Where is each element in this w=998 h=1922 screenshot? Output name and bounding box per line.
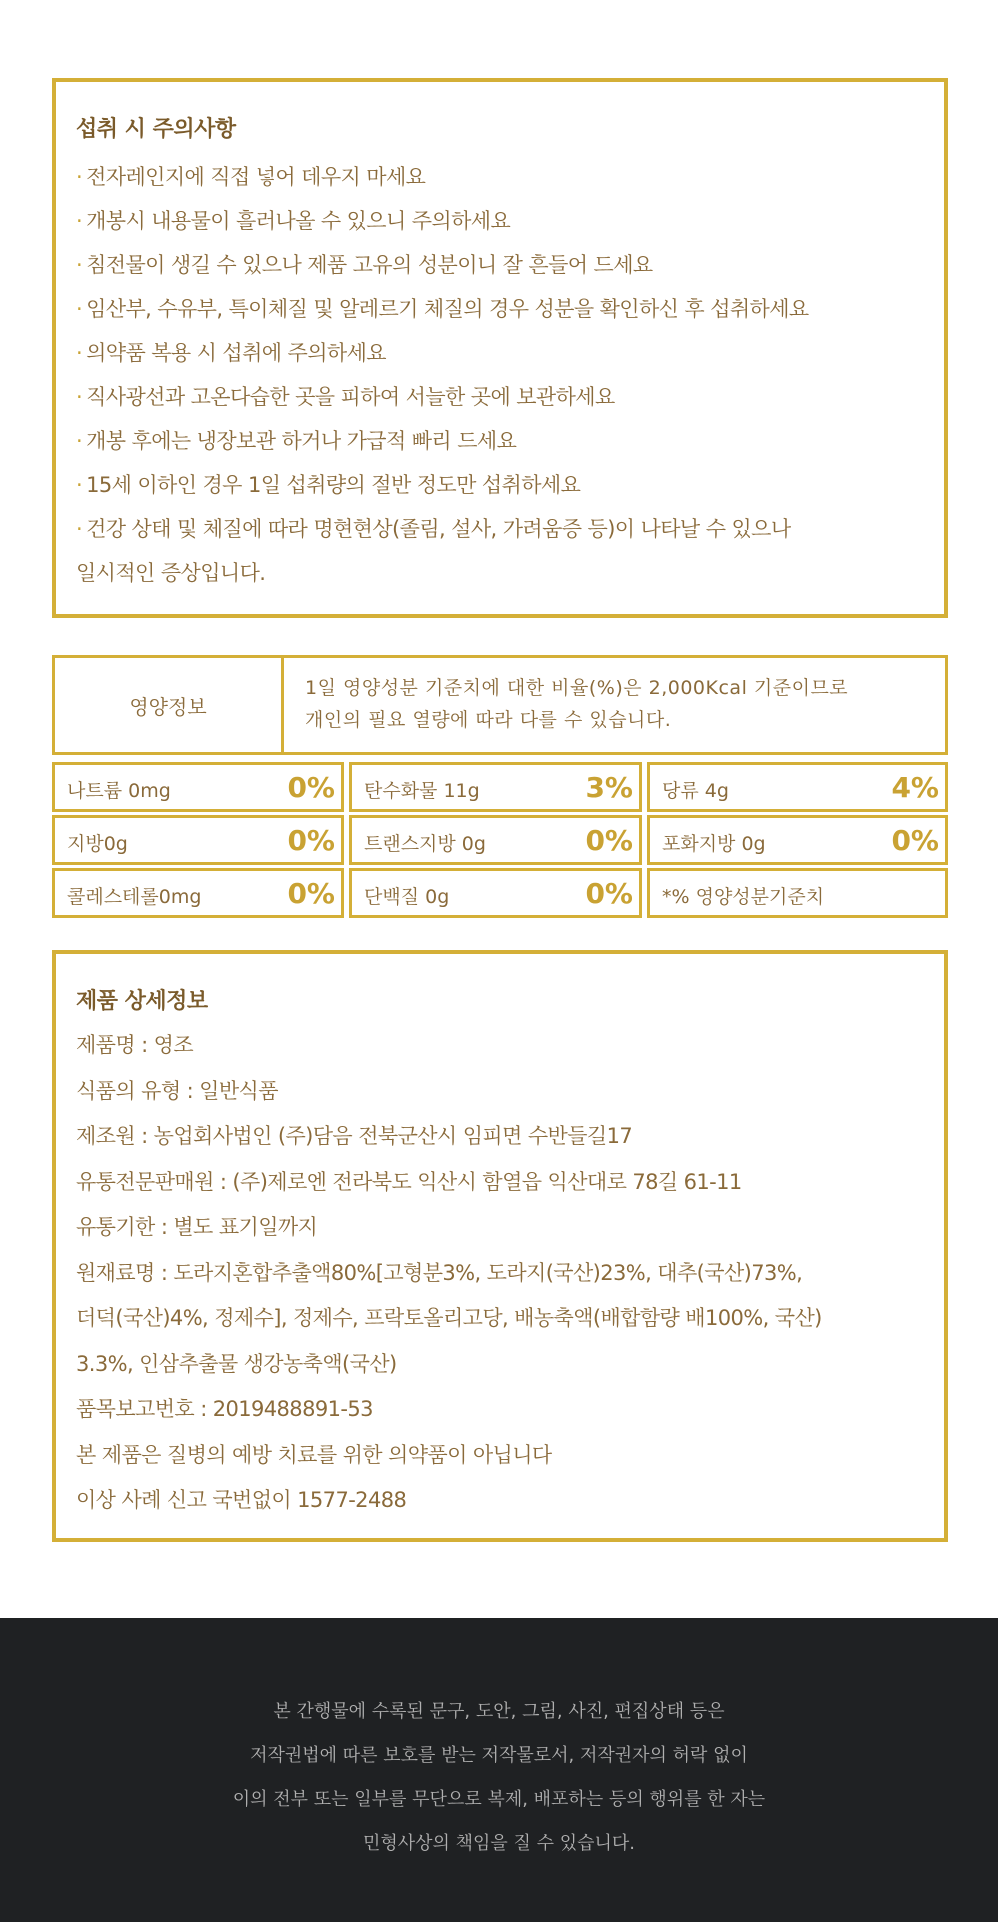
nutrition-header-label: 영양정보 <box>55 658 284 752</box>
distributor-line: 유통전문판매원 : (주)제로엔 전라북도 익산시 함열읍 익산대로 78길 61-11 <box>76 1169 742 1194</box>
nutrition-footnote-cell <box>647 868 948 918</box>
nutrient-label: 트랜스지방 0g <box>364 833 486 855</box>
nutrition-header <box>52 655 948 755</box>
copyright-notice <box>0 1690 998 1866</box>
nutrient-percent: 0% <box>287 771 335 804</box>
caution-list <box>76 155 920 595</box>
manufacturer-line: 제조원 : 농업회사법인 (주)담음 전북군산시 임피면 수반들길17 <box>76 1124 633 1148</box>
report-number-line: 품목보고번호 : 2019488891-53 <box>76 1397 373 1421</box>
nutrient-percent: 0% <box>585 824 633 857</box>
list-item: · 직사광선과 고온다습한 곳을 피하여 서늘한 곳에 보관하세요 <box>76 385 615 409</box>
list-item: · 침전물이 생길 수 있으나 제품 고유의 성분이니 잘 흔들어 드세요 <box>76 253 653 277</box>
copyright-footer <box>0 1618 998 1922</box>
caution-section <box>52 78 948 618</box>
product-name-line: 제품명 : 영조 <box>76 1033 194 1057</box>
nutrient-percent: 0% <box>585 877 633 910</box>
nutrient-label: 콜레스테롤0mg <box>67 886 202 908</box>
nutrient-label: 당류 4g <box>662 780 729 802</box>
ingredients-line: 3.3%, 인삼추출물 생강농축액(국산) <box>76 1351 397 1376</box>
nutrition-table <box>52 655 948 915</box>
nutrient-percent: 0% <box>287 824 335 857</box>
nutrient-label: 단백질 0g <box>364 886 450 908</box>
expiry-line: 유통기한 : 별도 표기일까지 <box>76 1215 318 1239</box>
list-item-continuation: 일시적인 증상입니다. <box>76 561 266 585</box>
nutrition-cell <box>52 815 344 865</box>
nutrition-cell <box>349 762 642 812</box>
copyright-line: 이의 전부 또는 일부를 무단으로 복제, 배포하는 등의 행위를 한 자는 <box>232 1789 766 1810</box>
list-item: · 건강 상태 및 체질에 따라 명현현상(졸림, 설사, 가려움증 등)이 나타날 수 있으나 <box>76 517 791 541</box>
nutrient-label: 나트륨 0mg <box>67 780 171 802</box>
nutrient-label: 탄수화물 11g <box>364 780 480 802</box>
nutrition-cell <box>52 868 344 918</box>
daily-value-footnote: *% 영양성분기준치 <box>662 886 825 908</box>
disclaimer-line: 본 제품은 질병의 예방 치료를 위한 의약품이 아닙니다 <box>76 1442 552 1467</box>
list-item: · 전자레인지에 직접 넣어 데우지 마세요 <box>76 165 426 189</box>
nutrition-header-note: 1일 영양성분 기준치에 대한 비율(%)은 2,000Kcal 기준이므로 개인의 필요 열량에 따라 다를 수 있습니다. <box>305 677 849 731</box>
list-item: · 의약품 복용 시 섭취에 주의하세요 <box>76 341 386 365</box>
ingredients-line: 원재료명 : 도라지혼합추출액80%[고형분3%, 도라지(국산)23%, 대추(국산)73%, <box>76 1260 803 1285</box>
caution-title: 섭취 시 주의사항 <box>76 117 236 142</box>
product-detail-title: 제품 상세정보 <box>76 989 208 1014</box>
product-detail-section <box>52 950 948 1542</box>
nutrient-percent: 0% <box>891 824 939 857</box>
nutrition-cell <box>52 762 344 812</box>
nutrient-percent: 0% <box>287 877 335 910</box>
nutrient-percent: 4% <box>891 771 939 804</box>
nutrition-cell <box>647 815 948 865</box>
nutrition-cell <box>349 815 642 865</box>
nutrition-cell <box>349 868 642 918</box>
nutrition-section <box>52 655 948 915</box>
nutrient-label: 포화지방 0g <box>662 833 766 855</box>
copyright-line: 본 간행물에 수록된 문구, 도안, 그림, 사진, 편집상태 등은 <box>273 1701 725 1722</box>
nutrient-percent: 3% <box>585 771 633 804</box>
report-contact-line: 이상 사례 신고 국번없이 1577-2488 <box>76 1488 407 1512</box>
copyright-line: 민형사상의 책임을 질 수 있습니다. <box>362 1833 636 1854</box>
copyright-line: 저작권법에 따른 보호를 받는 저작물로서, 저작권자의 허락 없이 <box>250 1745 748 1766</box>
list-item: · 개봉 후에는 냉장보관 하거나 가급적 빠리 드세요 <box>76 429 517 453</box>
food-type-line: 식품의 유형 : 일반식품 <box>76 1078 278 1103</box>
list-item: · 개봉시 내용물이 흘러나올 수 있으니 주의하세요 <box>76 209 511 233</box>
list-item: · 15세 이하인 경우 1일 섭취량의 절반 정도만 섭취하세요 <box>76 473 581 497</box>
ingredients-line: 더덕(국산)4%, 정제수], 정제수, 프락토올리고당, 배농축액(배합함량 배100%, 국산) <box>76 1306 822 1330</box>
list-item: · 임산부, 수유부, 특이체질 및 알레르기 체질의 경우 성분을 확인하신 후 섭취하세요 <box>76 297 809 321</box>
nutrient-label: 지방0g <box>67 833 128 855</box>
nutrition-cell <box>647 762 948 812</box>
